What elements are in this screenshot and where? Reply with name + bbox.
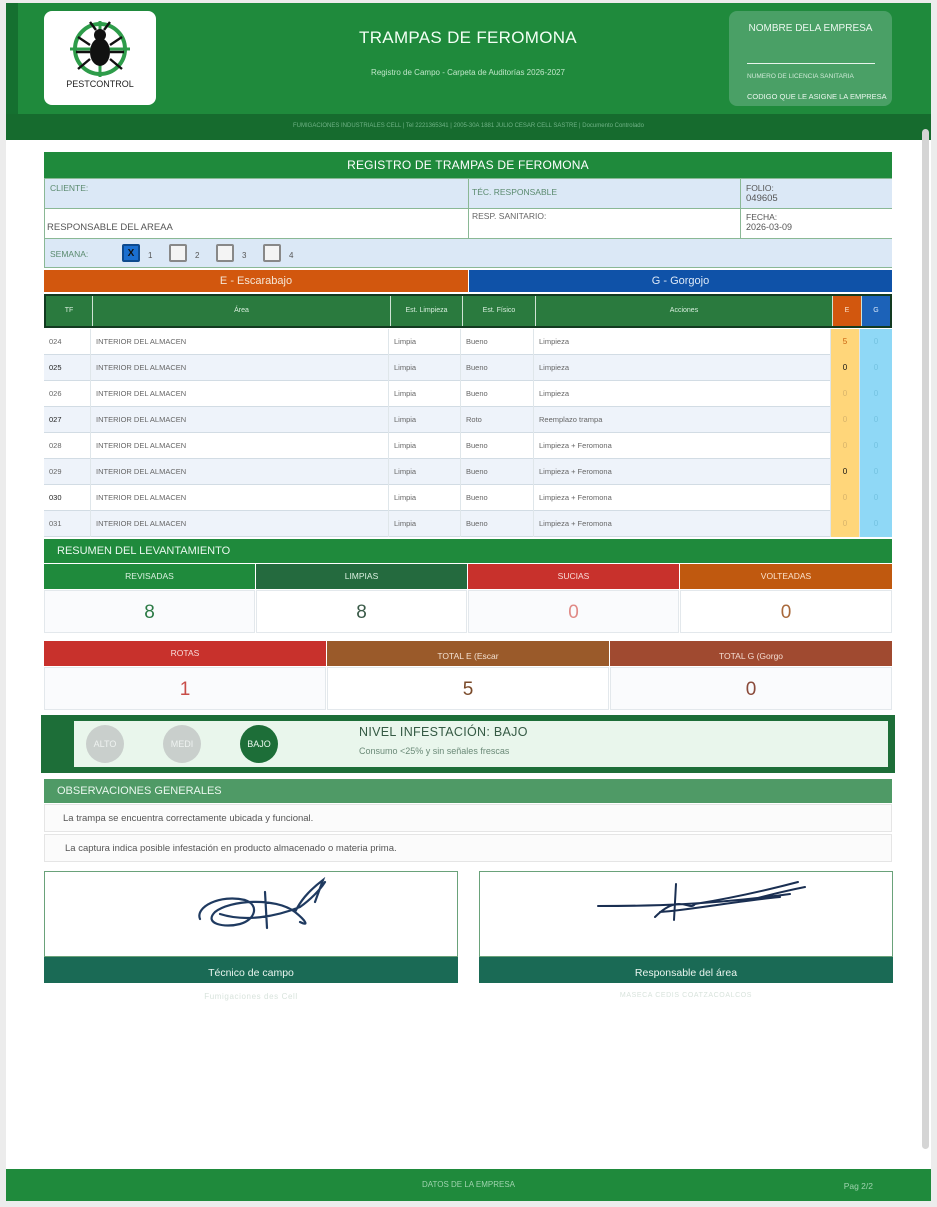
cell-tf: 028	[44, 433, 91, 459]
cell-limpieza: Limpia	[389, 329, 461, 355]
cell-limpieza: Limpia	[389, 485, 461, 511]
cell-g: 0	[860, 407, 892, 433]
cell-fisico: Bueno	[461, 329, 534, 355]
total-e-label: TOTAL E (Escar	[327, 641, 609, 666]
col-fisico: Est. Físico	[463, 296, 536, 326]
table-row[interactable]	[44, 407, 892, 433]
cell-acciones: Limpieza	[534, 355, 831, 381]
summary-title: RESUMEN DEL LEVANTAMIENTO	[44, 539, 892, 563]
cell-fisico: Bueno	[461, 355, 534, 381]
legend-gorgojo: G - Gorgojo	[469, 270, 892, 292]
cell-area: INTERIOR DEL ALMACEN	[91, 459, 389, 485]
cell-e: 0	[831, 433, 860, 459]
cell-acciones: Limpieza + Feromona	[534, 459, 831, 485]
page-number: Pag 2/2	[843, 1181, 873, 1191]
observation-item: La captura indica posible infestación en producto almacenado o materia prima.	[44, 834, 892, 862]
signature-area-responsible[interactable]	[479, 871, 893, 957]
volteadas-value: 0	[680, 590, 892, 633]
cell-tf: 025	[44, 355, 91, 381]
cell-tf: 026	[44, 381, 91, 407]
semana-label: SEMANA:	[50, 249, 89, 259]
company-code-label: CODIGO QUE LE ASIGNE LA EMPRESA	[747, 92, 887, 101]
cell-limpieza: Limpia	[389, 459, 461, 485]
infestation-title: NIVEL INFESTACIÓN: BAJO	[359, 725, 528, 739]
cell-tf: 029	[44, 459, 91, 485]
area-responsible-label: Responsable del área	[479, 957, 893, 983]
table-row[interactable]	[44, 485, 892, 511]
total-g-value: 0	[610, 667, 892, 710]
sucias-label: SUCIAS	[468, 564, 679, 589]
cell-g: 0	[860, 329, 892, 355]
resp-sanitario-label: RESP. SANITARIO:	[472, 211, 547, 221]
week-number: 1	[148, 251, 153, 260]
cliente-label: CLIENTE:	[50, 183, 89, 193]
tec-responsable-label: TÉC. RESPONSABLE	[472, 187, 558, 197]
cell-area: INTERIOR DEL ALMACEN	[91, 511, 389, 537]
revisadas-value: 8	[44, 590, 255, 633]
cell-g: 0	[860, 459, 892, 485]
table-row[interactable]	[44, 511, 892, 537]
folio-label: FOLIO:	[746, 183, 774, 193]
logo	[44, 11, 156, 105]
week-number: 3	[242, 251, 247, 260]
fecha-cell[interactable]	[741, 209, 892, 239]
document-subtitle: Registro de Campo - Carpeta de Auditorías 2026-2027	[371, 68, 565, 77]
cell-tf: 027	[44, 407, 91, 433]
total-e-value: 5	[327, 667, 609, 710]
cell-g: 0	[860, 485, 892, 511]
cell-fisico: Bueno	[461, 433, 534, 459]
header	[6, 3, 931, 114]
cell-e: 0	[831, 459, 860, 485]
document-title: TRAMPAS DE FEROMONA	[359, 28, 577, 47]
cell-tf: 030	[44, 485, 91, 511]
legend-escarabajo: E - Escarabajo	[44, 270, 468, 292]
table-row[interactable]	[44, 329, 892, 355]
company-divider	[747, 63, 875, 64]
fecha-value: 2026-03-09	[746, 222, 793, 232]
cell-g: 0	[860, 381, 892, 407]
cell-area: INTERIOR DEL ALMACEN	[91, 329, 389, 355]
info-table	[44, 178, 892, 268]
infestation-description: Consumo <25% y sin señales frescas	[359, 746, 510, 756]
cell-area: INTERIOR DEL ALMACEN	[91, 485, 389, 511]
cell-tf: 031	[44, 511, 91, 537]
week-number: 2	[195, 251, 200, 260]
infestation-panel	[41, 715, 895, 773]
col-g: G	[862, 296, 890, 326]
cell-g: 0	[860, 511, 892, 537]
technician-signature-icon	[45, 872, 459, 958]
fecha-label: FECHA:	[746, 212, 778, 222]
cell-e: 5	[831, 329, 860, 355]
cell-g: 0	[860, 433, 892, 459]
cell-acciones: Limpieza + Feromona	[534, 511, 831, 537]
subbar-text: FUMIGACIONES INDUSTRIALES CELL | Tel 2221365341 | 2005-30A 1881 JULIO CESAR CELL SASTRE | Documento Controlado	[293, 123, 644, 129]
cell-limpieza: Limpia	[389, 355, 461, 381]
sucias-value: 0	[468, 590, 679, 633]
cell-fisico: Bueno	[461, 485, 534, 511]
volteadas-label: VOLTEADAS	[680, 564, 892, 589]
cell-limpieza: Limpia	[389, 381, 461, 407]
col-tf: TF	[46, 296, 93, 326]
cell-limpieza: Limpia	[389, 407, 461, 433]
week-checkbox-1[interactable]: X	[122, 244, 140, 262]
header-subbar	[6, 114, 931, 140]
responsable-label: RESPONSABLE DEL AREAA	[47, 222, 173, 233]
technician-label: Técnico de campo	[44, 957, 458, 983]
folio-cell[interactable]	[741, 179, 892, 209]
col-e: E	[833, 296, 862, 326]
cell-e: 0	[831, 485, 860, 511]
beetle-logo-icon	[66, 19, 134, 79]
infestation-inner	[74, 721, 888, 767]
cell-acciones: Limpieza + Feromona	[534, 433, 831, 459]
observations-title: OBSERVACIONES GENERALES	[44, 779, 892, 803]
cell-fisico: Bueno	[461, 381, 534, 407]
area-company: MASECA CEDIS COATZACOALCOS	[619, 992, 753, 999]
cell-area: INTERIOR DEL ALMACEN	[91, 433, 389, 459]
cell-e: 0	[831, 355, 860, 381]
limpias-label: LIMPIAS	[256, 564, 467, 589]
level-alto: ALTO	[86, 725, 124, 763]
cell-acciones: Limpieza + Feromona	[534, 485, 831, 511]
document-page	[6, 3, 931, 1201]
table-row[interactable]	[44, 433, 892, 459]
footer	[6, 1169, 931, 1201]
col-limpieza: Est. Limpieza	[391, 296, 463, 326]
col-acciones: Acciones	[536, 296, 833, 326]
technician-company: Fumigaciones des Cell	[204, 992, 298, 1001]
limpias-value: 8	[256, 590, 467, 633]
signature-technician[interactable]	[44, 871, 458, 957]
cell-acciones: Limpieza	[534, 329, 831, 355]
rotas-label: ROTAS	[44, 641, 326, 666]
company-box	[729, 11, 892, 106]
table-row[interactable]	[44, 355, 892, 381]
level-bajo: BAJO	[240, 725, 278, 763]
scrollbar[interactable]	[922, 129, 929, 1149]
folio-value: 049605	[746, 193, 778, 204]
cell-g: 0	[860, 355, 892, 381]
week-checkbox-3[interactable]	[216, 244, 234, 262]
cell-fisico: Roto	[461, 407, 534, 433]
responsable-cell[interactable]	[45, 209, 469, 239]
revisadas-label: REVISADAS	[44, 564, 255, 589]
week-number: 4	[289, 251, 294, 260]
tec-responsable-cell[interactable]	[469, 179, 741, 209]
cell-fisico: Bueno	[461, 459, 534, 485]
cell-limpieza: Limpia	[389, 511, 461, 537]
register-title: REGISTRO DE TRAMPAS DE FEROMONA	[44, 152, 892, 178]
cell-e: 0	[831, 407, 860, 433]
cell-area: INTERIOR DEL ALMACEN	[91, 355, 389, 381]
license-label: NUMERO DE LICENCIA SANITARIA	[747, 73, 854, 80]
observation-item: La trampa se encuentra correctamente ubicada y funcional.	[44, 804, 892, 832]
week-checkbox-2[interactable]	[169, 244, 187, 262]
table-row[interactable]	[44, 459, 892, 485]
total-g-label: TOTAL G (Gorgo	[610, 641, 892, 666]
cell-fisico: Bueno	[461, 511, 534, 537]
cell-e: 0	[831, 381, 860, 407]
col-area: Área	[93, 296, 391, 326]
week-checkbox-4[interactable]	[263, 244, 281, 262]
footer-company-data: DATOS DE LA EMPRESA	[421, 1180, 516, 1189]
resp-sanitario-cell[interactable]	[469, 209, 741, 239]
rotas-value: 1	[44, 667, 326, 710]
logo-text: PESTCONTROL	[66, 79, 134, 89]
cell-e: 0	[831, 511, 860, 537]
cell-acciones: Reemplazo trampa	[534, 407, 831, 433]
semana-row	[45, 239, 892, 267]
level-medio: MEDI	[163, 725, 201, 763]
cell-limpieza: Limpia	[389, 433, 461, 459]
cell-area: INTERIOR DEL ALMACEN	[91, 407, 389, 433]
cell-tf: 024	[44, 329, 91, 355]
cell-acciones: Limpieza	[534, 381, 831, 407]
cell-area: INTERIOR DEL ALMACEN	[91, 381, 389, 407]
area-responsible-signature-icon	[480, 872, 894, 958]
cliente-cell[interactable]	[45, 179, 469, 209]
company-name: NOMBRE DELA EMPRESA	[748, 23, 873, 34]
header-stripe	[6, 3, 18, 114]
traps-table-header	[44, 294, 892, 328]
table-row[interactable]	[44, 381, 892, 407]
